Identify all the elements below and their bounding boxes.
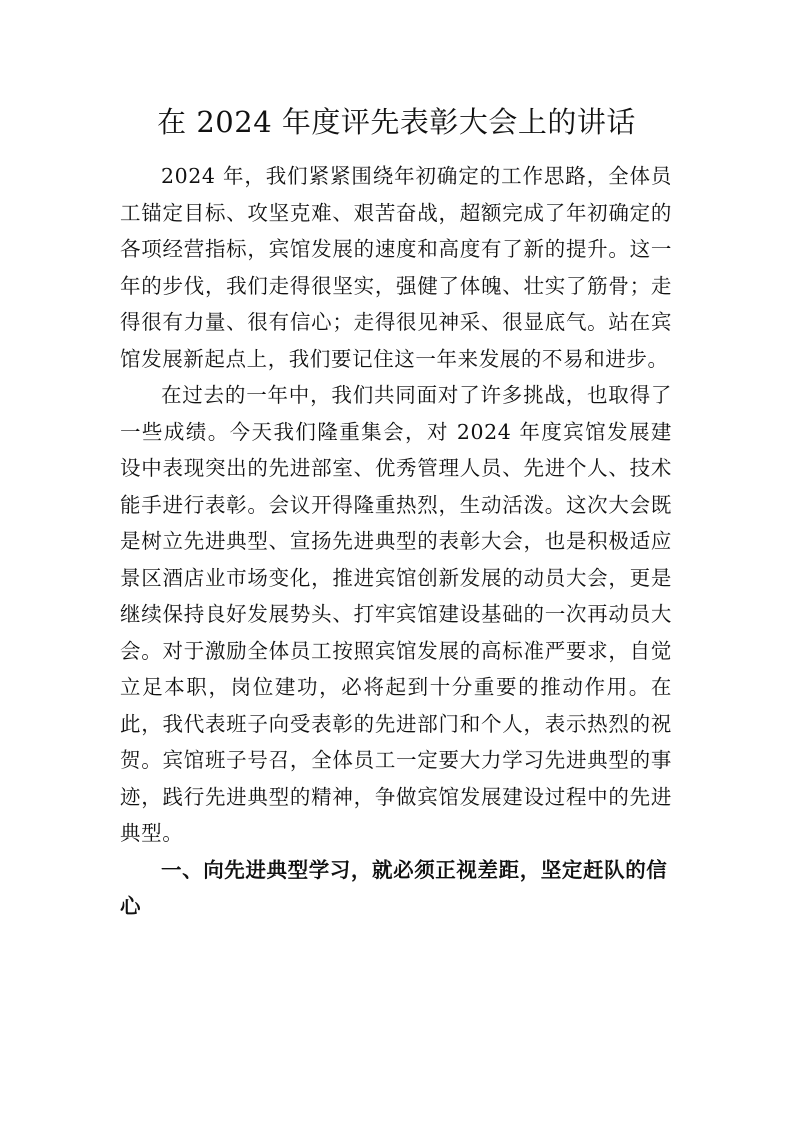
section-heading: 一、向先进典型学习，就必须正视差距，坚定赶队的信心 (120, 857, 668, 918)
document-body (120, 158, 672, 925)
paragraph-1: 2024 年，我们紧紧围绕年初确定的工作思路，全体员工锚定目标、攻坚克难、艰苦奋战，超额完成了年初确定的各项经营指标，宾馆发展的速度和高度有了新的提升。这一年的步伐，我们走得很坚实，强健了体魄、壮实了筋骨；走得很有力量、很有信心；走得很见神采、很显底气。站在宾馆发展新起点上，我们要记住这一年来发展的不易和进步。 (120, 164, 672, 371)
document-title: 在 2024 年度评先表彰大会上的讲话 (157, 105, 636, 139)
paragraph-2: 在过去的一年中，我们共同面对了许多挑战，也取得了一些成绩。今天我们隆重集会，对 2024 年度宾馆发展建设中表现突出的先进部室、优秀管理人员、先进个人、技术能手进行表彰。会议开得隆重热烈，生动活泼。这次大会既是树立先进典型、宣扬先进典型的表彰大会，也是积极适应景区酒店业市场变化，推进宾馆创新发展的动员大会，更是继续保持良好发展势头、打牢宾馆建设基础的一次再动员大会。对于激励全体员工按照宾馆发展的高标准严要求，自觉立足本职，岗位建功，必将起到十分重要的推动作用。在此，我代表班子向受表彰的先进部门和个人，表示热烈的祝贺。宾馆班子号召，全体员工一定要大力学习先进典型的事迹，践行先进典型的精神，争做宾馆发展建设过程中的先进典型。 (120, 383, 672, 845)
